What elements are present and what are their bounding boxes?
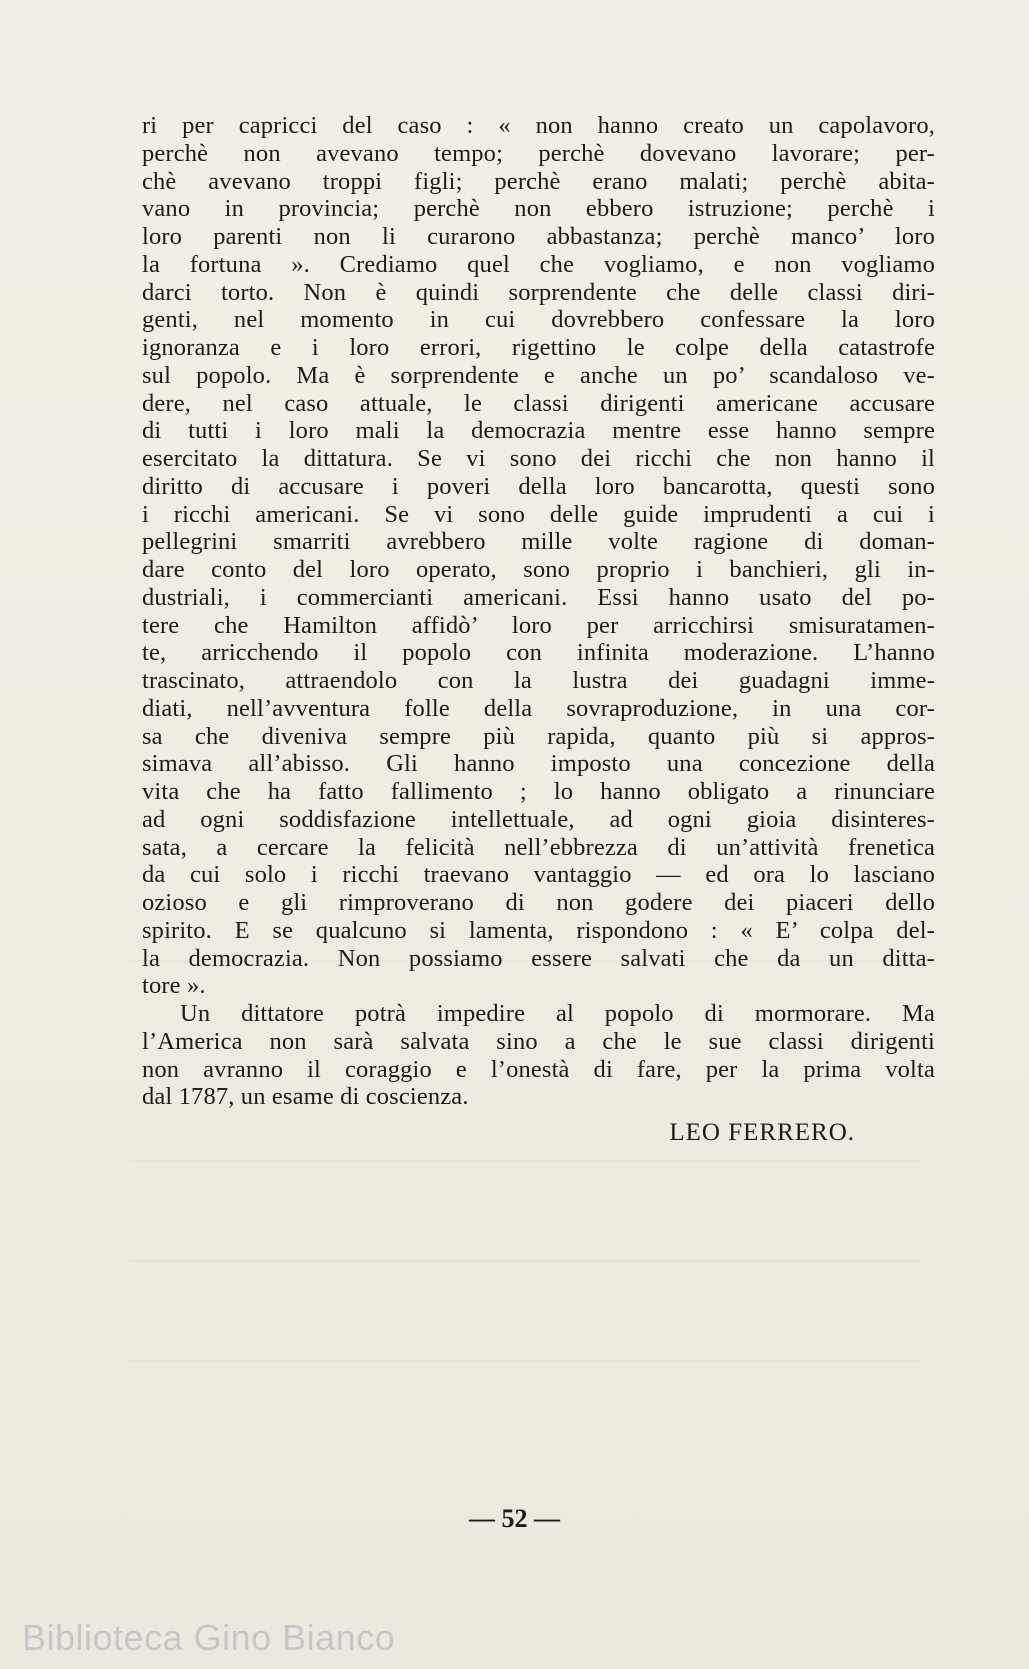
text-line: spirito. E se qualcuno si lamenta, rispondono : « E’ colpa del- [142,916,935,944]
text-line: la democrazia. Non possiamo essere salvati che da un ditta- [142,944,935,972]
text-line: genti, nel momento in cui dovrebbero confessare la loro [142,306,935,334]
text-line: loro parenti non li curarono abbastanza; perchè manco’ loro [142,223,935,250]
library-watermark: Biblioteca Gino Bianco [22,1617,396,1658]
text-line: diritto di accusare i poveri della loro bancarotta, questi sono [142,472,935,500]
text-line: trascinato, attraendolo con la lustra dei guadagni imme- [142,667,935,694]
text-line: ozioso e gli rimproverano di non godere dei piaceri dello [142,889,935,916]
body-text [142,112,935,1111]
text-line: Un dittatore potrà impedire al popolo di mormorare. Ma [180,1000,935,1027]
text-line: perchè non avevano tempo; perchè dovevano lavorare; per- [142,139,935,167]
text-line: non avranno il coraggio e l’onestà di fare, per la prima volta [142,1055,935,1083]
text-line: darci torto. Non è quindi sorprendente che delle classi diri- [142,278,935,306]
text-line: dere, nel caso attuale, le classi dirigenti americane accusare [142,389,935,417]
text-line: te, arricchendo il popolo con infinita moderazione. L’hanno [142,639,935,667]
text-line: dustriali, i commercianti americani. Essi hanno usato del po- [142,583,935,611]
text-line: diati, nell’avventura folle della sovraproduzione, in una cor- [142,694,935,722]
bleed-through [130,1260,920,1262]
author-signature: LEO FERRERO. [669,1119,855,1146]
text-line: pellegrini smarriti avrebbero mille volte ragione di doman- [142,528,935,556]
text-line: ad ogni soddisfazione intellettuale, ad ogni gioia disinteres- [142,805,935,833]
text-line: ri per capricci del caso : « non hanno creato un capolavoro, [142,112,935,139]
text-line: da cui solo i ricchi traevano vantaggio — ed ora lo lasciano [142,861,935,889]
text-line: ignoranza e i loro errori, rigettino le colpe della catastrofe [142,334,935,361]
bleed-through [130,1360,920,1362]
text-line: di tutti i loro mali la democrazia mentre esse hanno sempre [142,417,935,445]
page-number: — 52 — [469,1504,560,1533]
text-line: tore ». [142,972,206,1000]
text-line: simava all’abisso. Gli hanno imposto una concezione della [142,750,935,778]
bleed-through [130,1160,920,1162]
text-line: la fortuna ». Crediamo quel che vogliamo, e non vogliamo [142,250,935,278]
text-line: dal 1787, un esame di coscienza. [142,1083,469,1111]
text-line: vano in provincia; perchè non ebbero istruzione; perchè i [142,195,935,223]
text-line: sa che diveniva sempre più rapida, quanto più si appros- [142,722,935,750]
text-line: tere che Hamilton affidò’ loro per arricchirsi smisuratamen- [142,611,935,639]
text-line: chè avevano troppi figli; perchè erano malati; perchè abita- [142,167,935,195]
text-line: vita che ha fatto fallimento ; lo hanno obligato a rinunciare [142,778,935,805]
text-line: dare conto del loro operato, sono proprio i banchieri, gli in- [142,556,935,583]
text-line: sata, a cercare la felicità nell’ebbrezza di un’attività frenetica [142,833,935,861]
text-line: l’America non sarà salvata sino a che le sue classi dirigenti [142,1027,935,1055]
text-line: i ricchi americani. Se vi sono delle guide imprudenti a cui i [142,500,935,528]
text-line: sul popolo. Ma è sorprendente e anche un po’ scandaloso ve- [142,361,935,389]
text-line: esercitato la dittatura. Se vi sono dei ricchi che non hanno il [142,445,935,472]
